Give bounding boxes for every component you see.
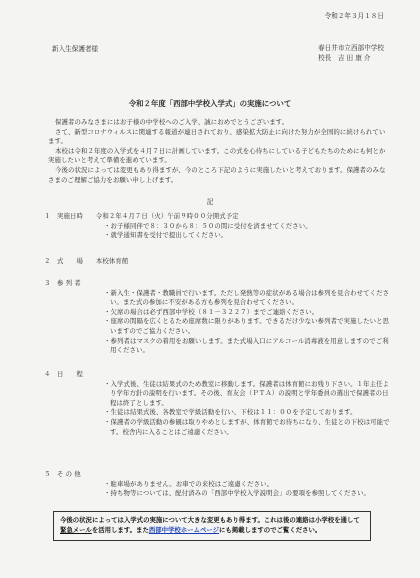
list-item: ・保護者の学級活動の参観は取りやめとしますが、体育館でお待ちになり、生徒との下校は可能です。校舎内に入ることはご遠慮ください。	[104, 417, 390, 436]
section-head: ３ 参 列 者	[44, 279, 81, 287]
list-item: ・就学通知書を受付で提出してください。	[104, 231, 228, 240]
notice-text-5: にも掲載しますのでご覧ください。	[219, 525, 322, 534]
section-other	[44, 470, 390, 499]
intro-line-2: さて、新型コロナウィルスに関連する報道が連日されており、感染拡大防止に向けた努力が全国的に続けられています。	[48, 127, 386, 146]
emergency-mail-label: 緊急メール	[60, 525, 92, 534]
school-name: 春日井市立西部中学校	[318, 44, 384, 52]
section-head: ４ 日 程	[44, 370, 83, 378]
section-head: ２ 式 場 本校体育館	[44, 257, 129, 265]
intro-line-3: 本校は令和２年度の入学式を４月７日に計画しています。この式を心待ちにしている子どもたちのためにも何とか実施したいと考えて準備を進めています。	[48, 146, 386, 165]
section-head: １ 実施日時 令和２年４月７日（火）午前９時００分開式予定	[44, 212, 239, 220]
list-item: ・生徒は結果式後、各教室で学級活動を行い、下校は１１：００を予定しております。	[104, 408, 357, 417]
section-datetime	[44, 212, 390, 241]
list-item: ・新入生・保護者・教職員で行います。ただし発熱等の症状がある場合は参列を見合わせてください。また式の参加に不安がある方も参列を見合わせてください。	[104, 288, 390, 307]
intro-line-4: 今後の状況によっては変更もあり得ますが、今のところ下記のように実施したいと考えております。保護者のみなさまのご理解ご協力をお願い申し上げます。	[48, 165, 386, 184]
section-head: ５ そ の 他	[44, 470, 81, 478]
list-item: ・参列者はマスクの着用をお願いします。また式場入口にアルコール消毒液を用意しますのでご利用ください。	[104, 336, 389, 355]
list-item: ・持ち物等については、配付済みの「西部中学校入学説明会」の要項を参照してください。	[104, 489, 370, 498]
intro-line-1: 保護者のみなさまにはお子様の中学校へのご入学、誠におめでとうございます。	[55, 118, 289, 126]
list-item: ・入学式後、生徒は結果式のため教室に移動します。保護者は体育館にお残り下さい。１年主任より学年方針の説明を行います。その後、育友会（ＰＴＡ）の説明と学年委員の選出で保護者の日程は終了とします。	[104, 379, 390, 407]
notice-box	[53, 511, 371, 541]
school-homepage-link[interactable]: 西部中学校ホームページ	[148, 525, 220, 534]
intro-paragraphs	[48, 118, 390, 185]
page-title: 令和２年度「西部中学校入学式」の実施について	[128, 99, 292, 108]
principal-name: 校長 吉 田 康 介	[318, 54, 371, 62]
list-item: ・お子様同伴で８：３０から８：５０の間に受付を済ませてください。	[104, 221, 312, 230]
sender-block	[318, 43, 384, 63]
issue-date: 令和２年３月１８日	[324, 12, 384, 20]
notice-text-3: を活用します。また	[91, 525, 149, 534]
list-item: ・欠席の場合は必ず西部中学校（８１－３２２７）までご連絡ください。	[104, 307, 319, 316]
list-item: ・駐車場がありません。お車での来校はご遠慮ください。	[104, 479, 274, 488]
section-venue	[44, 257, 390, 267]
section-schedule	[44, 370, 390, 437]
ki-heading: 記	[206, 198, 214, 206]
recipient: 新入生保護者様	[52, 45, 99, 53]
section-attendees	[44, 279, 390, 356]
list-item: ・座席の間隔を広くとるため座席数に限りがあります。できるだけ少ない参列者で実施したいと思いますのでご協力ください。	[104, 317, 390, 335]
notice-text-1: 今後の状況によっては入学式の実施について大きな変更もあり得ます。これは後の連絡は小学校を通して	[60, 516, 360, 524]
